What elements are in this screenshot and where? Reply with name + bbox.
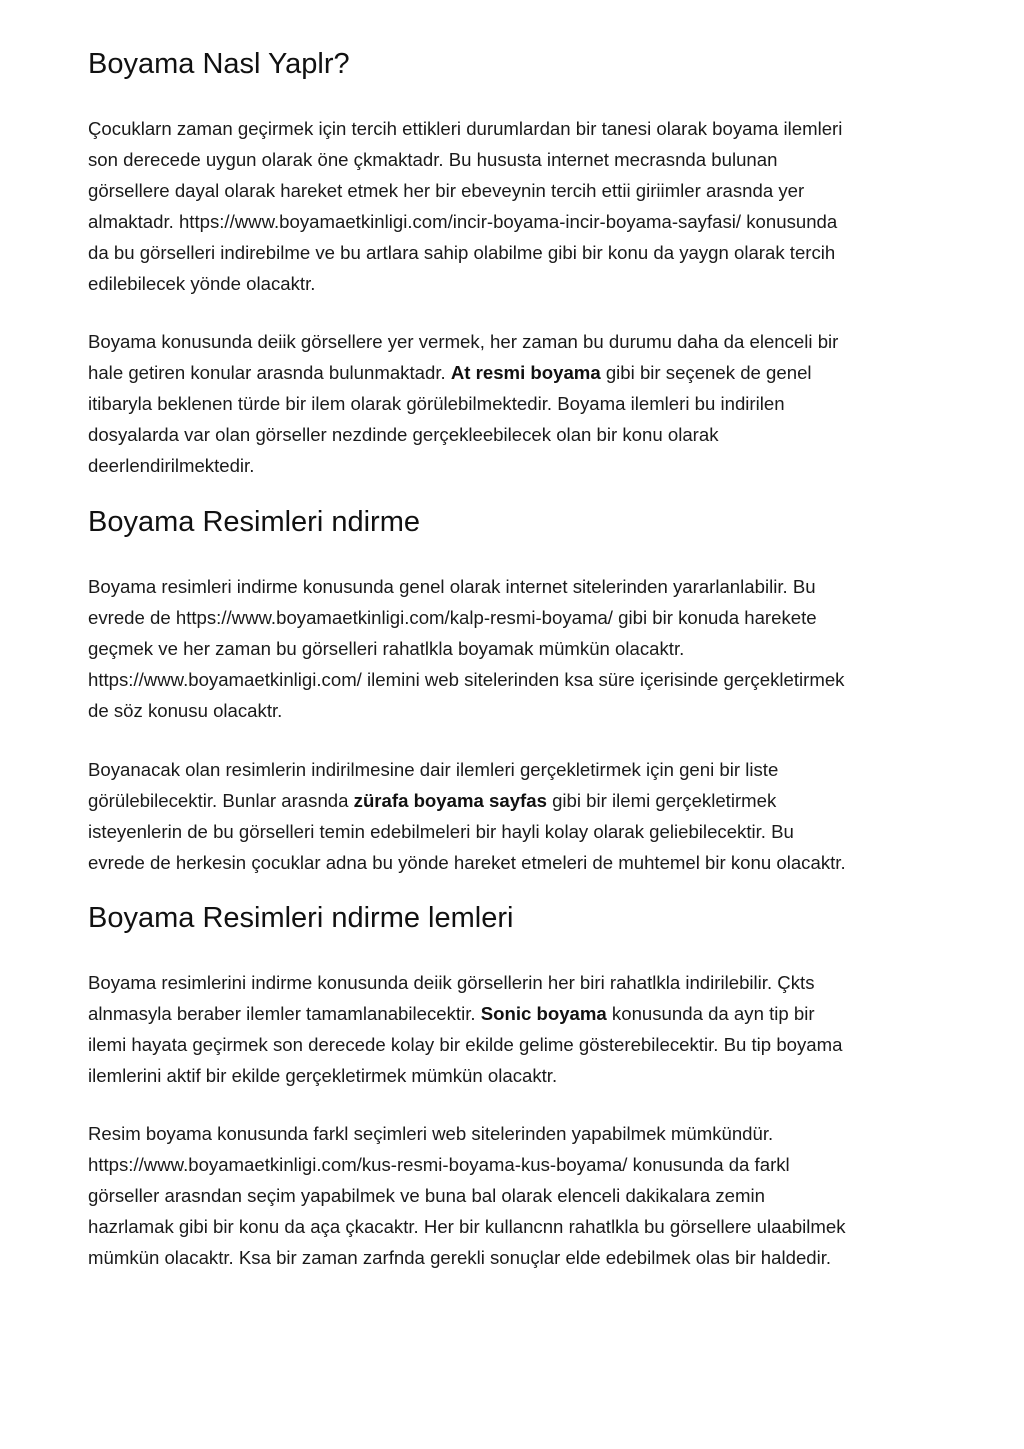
text-line: Boyama konusunda deiik görsellere yer vermek, her zaman bu durumu daha da elenceli bir — [88, 331, 839, 352]
section-heading: Boyama Resimleri ndirme lemleri — [88, 902, 514, 934]
keyword-bold: Sonic boyama — [480, 1003, 607, 1024]
text-line: edilebilecek yönde olacaktr. — [88, 273, 316, 294]
text-line: görseller arasndan seçim yapabilmek ve buna bal olarak elenceli dakikalara zemin — [88, 1185, 765, 1206]
text-line: isteyenlerin de bu görselleri temin edebilmeleri bir hayli kolay olarak geliebilecektir. Bu — [88, 821, 794, 842]
text-line: Çocuklarn zaman geçirmek için tercih ettikleri durumlardan bir tanesi olarak boyama ilemleri — [88, 118, 843, 139]
text-line: deerlendirilmektedir. — [88, 455, 255, 476]
text-line: son derecede uygun olarak öne çkmaktadr. Bu hususta internet mecrasnda bulunan — [88, 149, 778, 170]
text-line: evrede de https://www.boyamaetkinligi.com/kalp-resmi-boyama/ gibi bir konuda harekete — [88, 607, 817, 628]
text-line: https://www.boyamaetkinligi.com/kus-resmi-boyama-kus-boyama/ konusunda da farkl — [88, 1154, 790, 1175]
text-line: ilemlerini aktif bir ekilde gerçekletirmek mümkün olacaktr. — [88, 1065, 558, 1086]
text-line: de söz konusu olacaktr. — [88, 700, 283, 721]
text-line: https://www.boyamaetkinligi.com/ ilemini web sitelerinden ksa süre içerisinde gerçekletirmek — [88, 669, 845, 690]
section-heading: Boyama Nasl Yaplr? — [88, 48, 350, 80]
text-line: itibaryla beklenen türde bir ilem olarak görülebilmektedir. Boyama ilemleri bu indirilen — [88, 393, 785, 414]
text-line: geçmek ve her zaman bu görselleri rahatlkla boyamak mümkün olacaktr. — [88, 638, 685, 659]
keyword-bold: zürafa boyama sayfas — [353, 790, 547, 811]
text-line: hazrlamak gibi bir konu da aça çkacaktr. Her bir kullancnn rahatlkla bu görsellere ulaabilmek — [88, 1216, 846, 1237]
paragraph — [88, 754, 846, 878]
paragraph — [88, 571, 844, 726]
text-span: gibi bir ilemi gerçekletirmek — [546, 790, 777, 811]
text-span: gibi bir seçenek de genel — [600, 362, 812, 383]
text-line: ilemi hayata geçirmek son derecede kolay bir ekilde gelime gösterebilecektir. Bu tip boyama — [88, 1034, 843, 1055]
text-line: görsellere dayal olarak hareket etmek her bir ebeveynin tercih ettii giriimler arasnda yer — [88, 180, 805, 201]
keyword-bold: At resmi boyama — [450, 362, 601, 383]
text-line: evrede de herkesin çocuklar adna bu yönde hareket etmeleri de muhtemel bir konu olacaktr. — [88, 852, 846, 873]
text-span: konusunda da ayn tip bir — [606, 1003, 815, 1024]
text-line: da bu görselleri indirebilme ve bu artlara sahip olabilme gibi bir konu da yaygn olarak tercih — [88, 242, 836, 263]
text-span: hale getiren konular arasnda bulunmaktadr. — [88, 362, 451, 383]
paragraph — [88, 113, 842, 299]
text-line — [88, 785, 846, 816]
text-line: Boyama resimlerini indirme konusunda deiik görsellerin her biri rahatlkla indirilebilir. Çkts — [88, 972, 815, 993]
paragraph — [88, 967, 842, 1091]
text-line: Boyama resimleri indirme konusunda genel olarak internet sitelerinden yararlanlabilir. Bu — [88, 576, 816, 597]
text-line — [88, 357, 838, 388]
text-span: görülebilecektir. Bunlar arasnda — [88, 790, 354, 811]
paragraph — [88, 1118, 846, 1273]
paragraph — [88, 326, 838, 481]
text-line: dosyalarda var olan görseller nezdinde gerçekleebilecek olan bir konu olarak — [88, 424, 719, 445]
text-line: Boyanacak olan resimlerin indirilmesine dair ilemleri gerçekletirmek için geni bir liste — [88, 759, 779, 780]
text-line: Resim boyama konusunda farkl seçimleri web sitelerinden yapabilmek mümkündür. — [88, 1123, 774, 1144]
section-heading: Boyama Resimleri ndirme — [88, 506, 420, 538]
text-line: almaktadr. https://www.boyamaetkinligi.com/incir-boyama-incir-boyama-sayfasi/ konusunda — [88, 211, 838, 232]
text-line: mümkün olacaktr. Ksa bir zaman zarfnda gerekli sonuçlar elde edebilmek olas bir haldedir. — [88, 1247, 832, 1268]
text-line — [88, 998, 842, 1029]
text-span: alnmasyla beraber ilemler tamamlanabilecektir. — [88, 1003, 481, 1024]
